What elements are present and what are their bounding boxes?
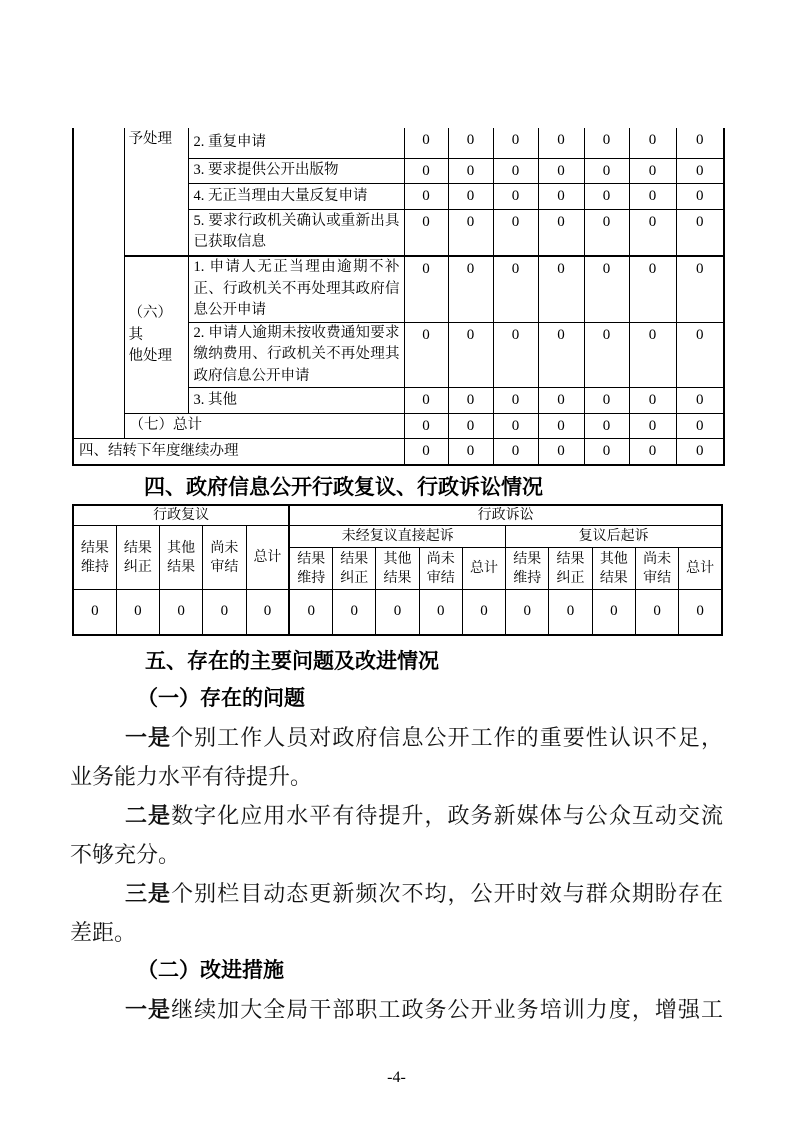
paragraph-lead: 一是: [125, 724, 172, 750]
row-label: 四、结转下年度继续办理: [73, 439, 404, 465]
cell-value: 0: [676, 209, 724, 256]
header-cell: 结果维持: [506, 548, 549, 590]
cell-value: 0: [493, 322, 538, 388]
cell-value: 0: [404, 128, 448, 158]
paragraph-line: [70, 874, 723, 913]
cell-value: 0: [629, 184, 676, 210]
cell-value: 0: [493, 128, 538, 158]
cell-value: 0: [676, 158, 724, 184]
cell-value: 0: [538, 388, 584, 414]
cell-value: 0: [160, 590, 203, 635]
cell-value: 0: [493, 413, 538, 439]
cell-value: 0: [404, 158, 448, 184]
cell-value: 0: [246, 590, 289, 635]
cell-value: 0: [493, 184, 538, 210]
paragraph-lead: 一是: [125, 996, 172, 1022]
cell-value: 0: [629, 158, 676, 184]
table-header-row: [73, 505, 722, 526]
cell-value: 0: [376, 590, 419, 635]
paragraph-line: [70, 835, 723, 874]
cell-value: 0: [73, 590, 116, 635]
cell-value: 0: [549, 590, 592, 635]
application-results-table: [72, 128, 725, 466]
cell-value: 0: [289, 590, 332, 635]
cell-value: 0: [404, 322, 448, 388]
cell-value: 0: [584, 128, 629, 158]
cell-value: 0: [404, 256, 448, 322]
page-content: [70, 0, 723, 1088]
table-row: [73, 256, 724, 322]
paragraph-text: 业务能力水平有待提升。: [70, 763, 313, 789]
cell-value: 0: [584, 184, 629, 210]
row-label: 5. 要求行政机关确认或重新出具已获取信息: [188, 209, 404, 256]
paragraph-text: 数字化应用水平有待提升，政务新媒体与公众互动交流: [171, 802, 723, 828]
paragraph-text: 不够充分。: [70, 841, 181, 867]
table-header-row: [73, 526, 722, 548]
cell-value: 0: [448, 256, 493, 322]
header-group: 行政诉讼: [289, 505, 722, 526]
cell-value: 0: [676, 388, 724, 414]
header-cell: 总计: [462, 548, 505, 590]
section5-sub2-heading: （二）改进措施: [137, 958, 284, 982]
header-cell: 结果纠正: [333, 548, 376, 590]
cell-value: 0: [404, 413, 448, 439]
header-cell: 其他结果: [160, 526, 203, 590]
header-cell: 尚未审结: [635, 548, 678, 590]
cell-value: 0: [584, 413, 629, 439]
header-cell: 结果纠正: [549, 548, 592, 590]
cell-value: 0: [676, 322, 724, 388]
cell-value: 0: [419, 590, 462, 635]
header-cell: 尚未审结: [419, 548, 462, 590]
header-cell: 总计: [679, 548, 722, 590]
cell-value: 0: [493, 388, 538, 414]
review-litigation-table: [72, 504, 723, 636]
header-cell: 结果维持: [289, 548, 332, 590]
cell-value: 0: [448, 322, 493, 388]
row-label: 4. 无正当理由大量反复申请: [188, 184, 404, 210]
cell-value: 0: [676, 256, 724, 322]
section5-sub1-heading: （一）存在的问题: [137, 686, 305, 710]
cell-value: 0: [676, 184, 724, 210]
cell-value: 0: [629, 256, 676, 322]
cell-value: 0: [629, 322, 676, 388]
cell-value: 0: [676, 439, 724, 465]
cell-value: 0: [404, 439, 448, 465]
cell-value: 0: [538, 209, 584, 256]
cell-value: 0: [592, 590, 635, 635]
cell-value: 0: [404, 184, 448, 210]
page-number: -4-: [387, 1068, 406, 1086]
paragraph-text: 差距。: [70, 919, 137, 945]
cell-value: 0: [584, 439, 629, 465]
paragraph-line: [70, 757, 723, 796]
cell-value: 0: [333, 590, 376, 635]
cell-value: 0: [629, 388, 676, 414]
cell-value: 0: [538, 256, 584, 322]
cell-value: 0: [629, 413, 676, 439]
cell-value: 0: [538, 322, 584, 388]
paragraph-text: 个别工作人员对政府信息公开工作的重要性认识不足，: [171, 724, 723, 750]
cell-value: 0: [584, 322, 629, 388]
header-cell: 其他结果: [592, 548, 635, 590]
cell-value: 0: [538, 158, 584, 184]
section5-title: 五、存在的主要问题及改进情况: [145, 649, 439, 673]
group-label-cell: 予处理: [124, 128, 188, 256]
cell-value: 0: [203, 590, 246, 635]
cell-value: 0: [493, 439, 538, 465]
paragraph-lead: 二是: [125, 802, 172, 828]
cell-value: 0: [448, 413, 493, 439]
row-label: 3. 要求提供公开出版物: [188, 158, 404, 184]
paragraph-line: [70, 796, 723, 835]
paragraph-text: 个别栏目动态更新频次不均，公开时效与群众期盼存在: [171, 880, 723, 906]
header-group: 行政复议: [73, 505, 289, 526]
empty-spanner-cell: [73, 128, 124, 439]
table-row-total: [73, 413, 724, 439]
cell-value: 0: [538, 439, 584, 465]
cell-value: 0: [679, 590, 722, 635]
cell-value: 0: [629, 439, 676, 465]
row-label: 1. 申请人无正当理由逾期不补正、行政机关不再处理其政府信息公开申请: [188, 256, 404, 322]
cell-value: 0: [448, 158, 493, 184]
cell-value: 0: [584, 158, 629, 184]
cell-value: 0: [629, 128, 676, 158]
cell-value: 0: [404, 388, 448, 414]
cell-value: 0: [448, 439, 493, 465]
cell-value: 0: [676, 413, 724, 439]
header-cell: 结果纠正: [116, 526, 159, 590]
row-label: 2. 重复申请: [188, 128, 404, 158]
cell-value: 0: [538, 413, 584, 439]
header-cell: 结果维持: [73, 526, 116, 590]
header-subgroup: 复议后起诉: [506, 526, 722, 548]
row-label: 3. 其他: [188, 388, 404, 414]
table-row: [73, 128, 724, 158]
cell-value: 0: [462, 590, 505, 635]
paragraph-lead: 三是: [125, 880, 172, 906]
cell-value: 0: [448, 388, 493, 414]
header-cell: 尚未审结: [203, 526, 246, 590]
cell-value: 0: [448, 128, 493, 158]
cell-value: 0: [538, 128, 584, 158]
cell-value: 0: [116, 590, 159, 635]
cell-value: 0: [584, 209, 629, 256]
section4-title: 四、政府信息公开行政复议、行政诉讼情况: [144, 475, 543, 499]
cell-value: 0: [629, 209, 676, 256]
cell-value: 0: [584, 388, 629, 414]
cell-value: 0: [404, 209, 448, 256]
paragraph-line: [70, 990, 723, 1029]
cell-value: 0: [493, 158, 538, 184]
cell-value: 0: [676, 128, 724, 158]
cell-value: 0: [538, 184, 584, 210]
cell-value: 0: [584, 256, 629, 322]
cell-value: 0: [635, 590, 678, 635]
cell-value: 0: [493, 256, 538, 322]
header-cell: 总计: [246, 526, 289, 590]
row-label: 2. 申请人逾期未按收费通知要求缴纳费用、行政机关不再处理其政府信息公开申请: [188, 322, 404, 388]
header-cell: 其他结果: [376, 548, 419, 590]
paragraph-text: 继续加大全局干部职工政务公开业务培训力度，增强工: [171, 996, 723, 1022]
header-subgroup: 未经复议直接起诉: [289, 526, 505, 548]
group-label-cell: （六）其 他处理: [124, 256, 188, 413]
table-data-row: [73, 590, 722, 635]
table-row-carryover: [73, 439, 724, 465]
row-label: （七）总计: [124, 413, 404, 439]
cell-value: 0: [448, 184, 493, 210]
paragraph-line: [70, 718, 723, 757]
cell-value: 0: [493, 209, 538, 256]
cell-value: 0: [506, 590, 549, 635]
cell-value: 0: [448, 209, 493, 256]
paragraph-line: [70, 913, 723, 952]
